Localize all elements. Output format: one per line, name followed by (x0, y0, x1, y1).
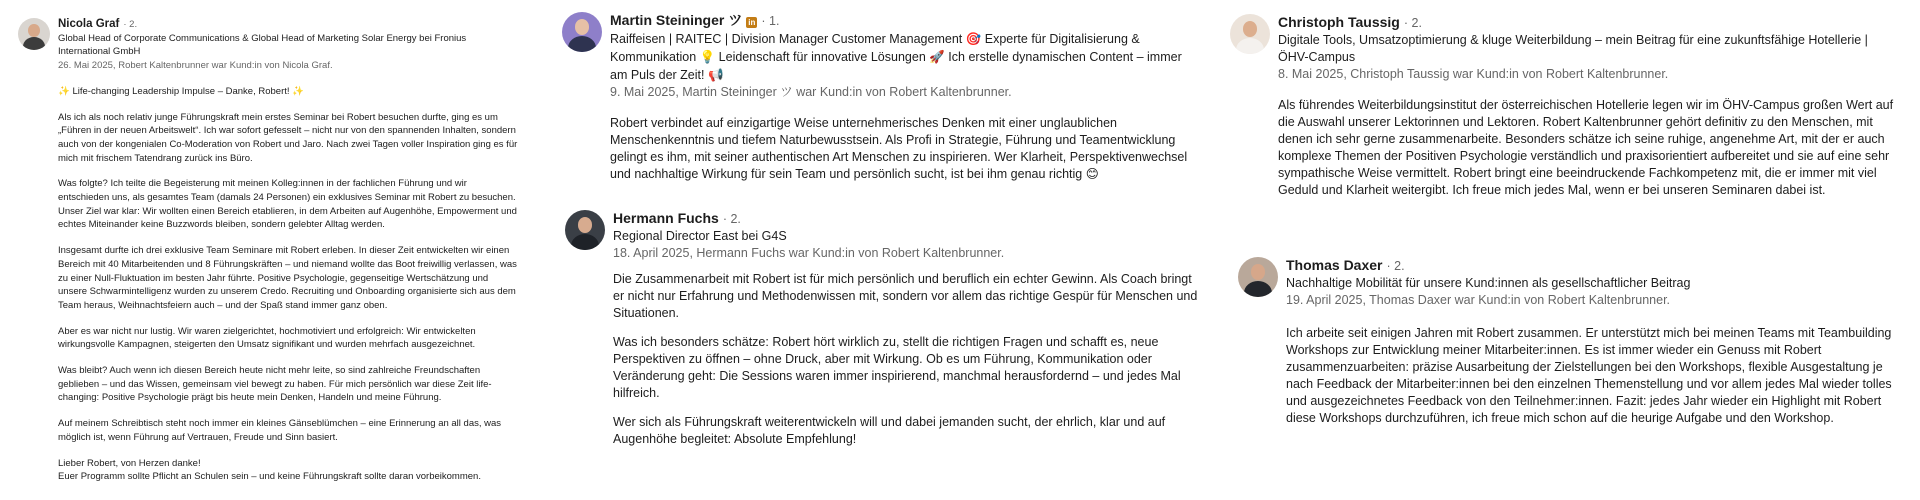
recommender-headline: Regional Director East bei G4S (613, 229, 787, 243)
megaphone-icon: 📢 (707, 67, 724, 82)
recommendation-paragraph: Was folgte? Ich teilte die Begeisterung mit meinen Kolleg:innen in der fachlichen Führung und wir entschieden uns, als gesamtes Team (damals 24 Personen) ein exklusives Seminar mit Robert zu besuchen. Unser Ziel war klar: Wir wollten einen Bereich etablieren, in dem Arbeiten auf Augenhöhe, Empowerment und echtes Miteinander keine Buzzwords bleiben, sondern gelebter Alltag werden. (58, 178, 517, 231)
connection-degree: · 2. (1386, 259, 1405, 273)
headline-text: Raiffeisen | RAITEC | Division Manager Customer Management (610, 32, 966, 46)
recommendation-paragraph: Wer sich als Führungskraft weiterentwickeln will und dabei jemanden sucht, der ehrlich, klar und auf Augenhöhe begleitet: Absolute Empfehlung! (613, 415, 1166, 446)
recommendation-paragraph: ✨ Life-changing Leadership Impulse – Danke, Robert! ✨ (58, 85, 304, 97)
recommender-name[interactable]: Christoph Taussig (1278, 14, 1400, 30)
recommendation-text (610, 115, 1200, 183)
linkedin-badge-icon: in (748, 18, 756, 27)
recommendation-text (1286, 325, 1898, 427)
recommendation-paragraph: Was ich besonders schätze: Robert hört wirklich zu, stellt die richtigen Fragen und schafft es, neue Perspektiven zu öffnen – ohne Druck, aber mit Wirkung. Ob es um Führung, Kommunikation oder Veränderung geht: Die Sessions waren immer inspirierend, manchmal herausfordernd – und jedes Mal hilfreich. (613, 335, 1181, 400)
recommendation-date: 19. April 2025, Thomas Daxer war Kund:in von Robert Kaltenbrunner. (1286, 293, 1671, 307)
recommendation-paragraph: Ich arbeite seit einigen Jahren mit Robert zusammen. Er unterstützt mich bei meinen Teams mit Teambuilding Workshops zur Entwicklung meiner Mitarbeiter:innen. Es ist immer wieder ein Genuss mit Robert zusammenzuarbeiten: präzise Ausarbeitung der Zielstellungen bei den Workshops, flexible Ausgestaltung je nach Feedback der Mitarbeiter:innen bei den einzelnen Themenstellung und vor allem jedes Mal wieder tolles und ausgezeichnetes Feedback von den Teilnehmer:innen. Fazit: jedes Jahr wieder ein Highlight mit Robert diese Workshops durchzuführen, ich freue mich schon auf die heurige Aufgabe und den Workshop. (1286, 326, 1892, 425)
recommendation-paragraph: Als führendes Weiterbildungsinstitut der österreichischen Hotellerie legen wir im ÖHV-Campus großen Wert auf die Auswahl unserer Lektorinnen und Lektoren. Robert Kaltenbrunner gehört definitiv zu den Menschen, mit denen ich sehr gerne zusammenarbeite. Besonders schätze ich seine ruhige, angenehme Art, mit der er auch komplexe Themen der Positiven Psychologie verständlich und praxisorientiert aufbereitet und sie auf eine sehr sympathische Weise vermittelt. Robert bringt eine beeindruckende Fachkompetenz mit, die er immer mit viel Geduld und Klarheit weitergibt. Ich freue mich jedes Mal, wenn er bei unseren Seminaren dabei ist. (1278, 98, 1894, 197)
recommender-name[interactable]: Nicola Graf (58, 18, 120, 30)
headline-text: Leidenschaft für innovative Lösungen (715, 50, 930, 64)
target-icon: 🎯 (965, 31, 982, 46)
recommendation-paragraph: Insgesamt durfte ich drei exklusive Team Seminare mit Robert erleben. In dieser Zeit entwickelten wir einen Bereich mit 40 Mitarbeitenden und 8 Führungskräften – und niemand wollte das Boot freiwillig verlassen, was zu einer Null-Fluktuation im besten Jahr führte. Positive Psychologie, gegenseitige Wertschätzung und unsere Schwarmintelligenz wurden zu unserem Credo. Recruiting und Onboarding organisierte sich aus dem Team heraus, Weihnachtsfeiern auch – und der Spaß stand immer ganz oben. (58, 245, 517, 311)
avatar[interactable] (562, 12, 602, 52)
recommender-name[interactable]: Thomas Daxer (1286, 257, 1383, 273)
recommender-headline: Nachhaltige Mobilität für unsere Kund:innen als gesellschaftlicher Beitrag (1286, 276, 1691, 290)
recommendation-paragraph: Robert verbindet auf einzigartige Weise unternehmerisches Denken mit einer unglaublichen Menschenkenntnis und tiefem Naturbewusstsein. Als Profi in Strategie, Führung und Teamentwicklung gelingt es ihm, mit seiner authentischen Art Menschen zu inspirieren. Wer Klarheit, Perspektivenwechsel und nachhaltige Wirkung für sein Team und persönlich sucht, ist bei ihm genau richtig 😊 (610, 116, 1188, 181)
connection-degree: · 2. (722, 212, 741, 226)
avatar[interactable] (1238, 257, 1278, 297)
connection-degree: · 2. (123, 19, 138, 30)
avatar[interactable] (565, 210, 605, 250)
connection-degree: · 1. (761, 14, 780, 28)
recommendation-paragraph: Als ich als noch relativ junge Führungskraft mein erstes Seminar bei Robert besuchen durfte, ging es um „Führen in der neuen Arbeitswelt“. Ich war sofort gefesselt – nicht nur von den spannenden Inhalten, sondern auch von der kongenialen Co-Moderation von Robert und Jaro. Nach zwei Tagen voller Inspiration ging es für mich mit frischem Tatendrang zurück ins Büro. (58, 111, 518, 164)
avatar[interactable] (1230, 14, 1270, 54)
recommender-name[interactable]: Hermann Fuchs (613, 210, 719, 226)
recommender-headline: Global Head of Corporate Communications & Global Head of Marketing Solar Energy bei Fronius International GmbH (58, 32, 467, 58)
recommendation-paragraph: Auf meinem Schreibtisch steht noch immer ein kleines Gänseblümchen – eine Erinnerung an all das, was möglich ist, wenn Führung auf Vertrauen, Freude und Sinn basiert. (58, 418, 502, 443)
avatar[interactable] (18, 18, 50, 50)
recommendation-card-martin-steininger (562, 12, 1202, 183)
recommender-headline (610, 30, 1200, 84)
recommendation-text (613, 271, 1203, 448)
recommendation-date: 18. April 2025, Hermann Fuchs war Kund:in von Robert Kaltenbrunner. (613, 246, 1005, 260)
recommender-name[interactable]: Martin Steininger (610, 12, 725, 28)
recommendation-text (58, 85, 518, 484)
headline-text: Experte für Digitalisierung & Kommunikation (610, 32, 1140, 64)
recommender-headline: Digitale Tools, Umsatzoptimierung & kluge Weiterbildung – mein Beitrag für eine zukunftsfähige Hotellerie | ÖHV-Campus (1278, 33, 1868, 64)
recommendation-card-hermann-fuchs (565, 210, 1205, 448)
recommendation-paragraph: Was bleibt? Auch wenn ich diesen Bereich heute nicht mehr leite, so sind zahlreiche Freundschaften geblieben – und das Wissen, gemeinsam viel bewegt zu haben. Für mich persönlich war diese Zeit life-changing: Positive Psychologie prägt bis heute mein Denken, Handeln und meine Führung. (58, 365, 492, 404)
rocket-icon: 🚀 (929, 49, 945, 64)
recommendation-paragraph: Die Zusammenarbeit mit Robert ist für mich persönlich und beruflich ein echter Gewinn. Als Coach bringt er nicht nur Erfahrung und Methodenwissen mit, sondern vor allem das richtige Gespür für Menschen und Situationen. (613, 272, 1198, 320)
recommendation-date: 8. Mai 2025, Christoph Taussig war Kund:in von Robert Kaltenbrunner. (1278, 67, 1669, 81)
recommendation-date: 9. Mai 2025, Martin Steininger ツ war Kund:in von Robert Kaltenbrunner. (610, 85, 1012, 99)
recommendation-paragraph: Lieber Robert, von Herzen danke! Euer Programm sollte Pflicht an Schulen sein – und keine Führungskraft sollte daran vorbeikommen. (58, 457, 481, 483)
recommendation-paragraph: Aber es war nicht nur lustig. Wir waren zielgerichtet, hochmotiviert und erfolgreich: Wir entwickelten wirkungsvolle Kampagnen, steigerten den Umsatz signifikant und wurden mehrfach ausgezeichnet. (58, 325, 476, 351)
recommendation-card-thomas-daxer (1238, 257, 1898, 427)
name-suffix: ツ (728, 12, 743, 28)
recommendation-card-nicola-graf (18, 18, 518, 484)
connection-degree: · 2. (1403, 16, 1422, 30)
recommendation-card-christoph-taussig (1230, 14, 1900, 199)
recommendation-text (1278, 97, 1900, 199)
headline-text: Ich erstelle dynamischen Content – immer am Puls der Zeit! (610, 50, 1182, 82)
lightbulb-icon: 💡 (699, 49, 716, 64)
recommendation-date: 26. Mai 2025, Robert Kaltenbrunner war Kund:in von Nicola Graf. (58, 60, 333, 72)
